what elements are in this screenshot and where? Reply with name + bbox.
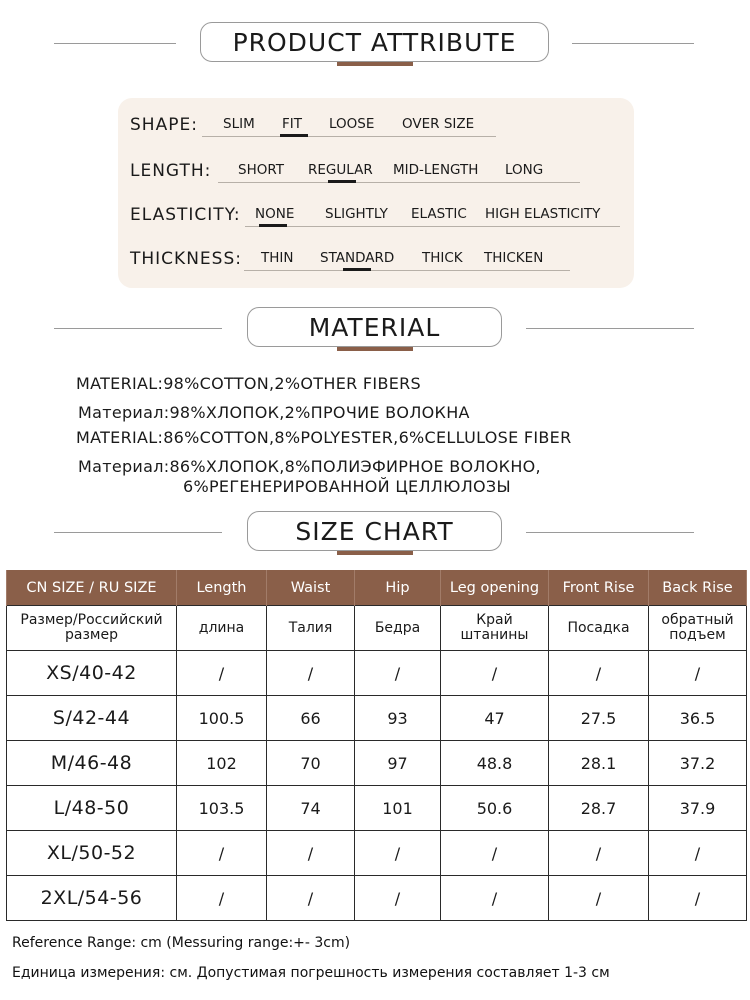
table-row [7, 786, 747, 831]
table-cell: / [549, 876, 649, 921]
attribute-label: ELASTICITY: [130, 205, 241, 225]
attribute-option: THIN [261, 250, 294, 266]
material-value: 98%ХЛОПОК,2%ПРОЧИЕ ВОЛОКНА [169, 403, 470, 422]
attribute-option-selected: NONE [255, 206, 295, 222]
table-cell: / [649, 651, 747, 696]
attribute-option: LOOSE [329, 116, 375, 132]
table-cell: / [355, 831, 441, 876]
column-header: Back Rise [649, 570, 747, 606]
column-header: Waist [267, 570, 355, 606]
attribute-label: SHAPE: [130, 115, 198, 135]
size-cell: XS/40-42 [7, 651, 177, 696]
attribute-panel [118, 98, 634, 288]
table-cell: 27.5 [549, 696, 649, 741]
table-cell: 101 [355, 786, 441, 831]
attribute-option-selected: FIT [282, 116, 302, 132]
column-subheader: Край штанины [441, 606, 549, 651]
material-value: 86%COTTON,8%POLYESTER,6%CELLULOSE FIBER [163, 428, 572, 447]
product-attribute-header [0, 22, 750, 72]
table-cell: / [267, 876, 355, 921]
attribute-option: HIGH ELASTICITY [485, 206, 601, 222]
attribute-option: MID-LENGTH [393, 162, 479, 178]
table-cell: 28.7 [549, 786, 649, 831]
material-value-continued: 6%РЕГЕНЕРИРОВАННОЙ ЦЕЛЛЮЛОЗЫ [183, 477, 511, 496]
table-cell: / [441, 876, 549, 921]
attribute-row-thickness [118, 246, 634, 276]
table-cell: 47 [441, 696, 549, 741]
table-cell: 48.8 [441, 741, 549, 786]
material-value: 86%ХЛОПОК,8%ПОЛИЭФИРНОЕ ВОЛОКНО, [169, 457, 541, 476]
table-cell: / [177, 651, 267, 696]
material-line [76, 374, 421, 393]
column-header: Length [177, 570, 267, 606]
size-chart-header [0, 511, 750, 561]
table-cell: 93 [355, 696, 441, 741]
table-row [7, 696, 747, 741]
attribute-option: THICKEN [484, 250, 544, 266]
table-cell: 70 [267, 741, 355, 786]
table-cell: / [441, 651, 549, 696]
attribute-row-shape [118, 112, 634, 142]
table-cell: 37.9 [649, 786, 747, 831]
column-header: Leg opening [441, 570, 549, 606]
material-label: MATERIAL: [76, 428, 164, 447]
size-chart-title: SIZE CHART [247, 511, 502, 551]
table-row [7, 741, 747, 786]
attribute-option: ELASTIC [411, 206, 467, 222]
size-cell: S/42-44 [7, 696, 177, 741]
column-header: CN SIZE / RU SIZE [7, 570, 177, 606]
attribute-option: SLIM [223, 116, 255, 132]
table-cell: / [177, 876, 267, 921]
table-cell: / [549, 831, 649, 876]
table-cell: / [267, 651, 355, 696]
attribute-row-length [118, 158, 634, 188]
attribute-option: SLIGHTLY [325, 206, 388, 222]
size-cell: M/46-48 [7, 741, 177, 786]
column-subheader: обратный подъем [649, 606, 747, 651]
column-subheader: Талия [267, 606, 355, 651]
table-cell: 36.5 [649, 696, 747, 741]
table-cell: / [355, 876, 441, 921]
table-cell: 102 [177, 741, 267, 786]
material-label: Материал: [78, 403, 170, 422]
column-subheader: Размер/Российский размер [7, 606, 177, 651]
attribute-row-elasticity [118, 202, 634, 232]
measurement-note-russian: Единица измерения: см. Допустимая погрешность измерения составляет 1-3 см [12, 965, 610, 981]
table-row [7, 651, 747, 696]
table-cell: / [267, 831, 355, 876]
table-cell: 28.1 [549, 741, 649, 786]
table-cell: / [441, 831, 549, 876]
column-subheader: Бедра [355, 606, 441, 651]
attribute-option-selected: STANDARD [320, 250, 395, 266]
product-attribute-title: PRODUCT ATTRIBUTE [200, 22, 549, 62]
attribute-label: THICKNESS: [130, 249, 242, 269]
table-cell: 103.5 [177, 786, 267, 831]
table-subheader-row [7, 606, 747, 651]
column-header: Hip [355, 570, 441, 606]
table-cell: 100.5 [177, 696, 267, 741]
reference-range-note: Reference Range: cm (Messuring range:+- 3cm) [12, 935, 351, 951]
material-line [76, 428, 572, 447]
material-header [0, 307, 750, 357]
table-cell: 50.6 [441, 786, 549, 831]
column-header: Front Rise [549, 570, 649, 606]
column-subheader: длина [177, 606, 267, 651]
attribute-option: OVER SIZE [402, 116, 475, 132]
material-label: Материал: [78, 457, 170, 476]
table-cell: / [549, 651, 649, 696]
attribute-option: LONG [505, 162, 544, 178]
size-cell: 2XL/54-56 [7, 876, 177, 921]
table-cell: / [177, 831, 267, 876]
attribute-option-selected: REGULAR [308, 162, 373, 178]
attribute-label: LENGTH: [130, 161, 212, 181]
attribute-option: THICK [422, 250, 463, 266]
table-row [7, 831, 747, 876]
size-cell: XL/50-52 [7, 831, 177, 876]
material-line [78, 403, 470, 422]
table-cell: 37.2 [649, 741, 747, 786]
table-cell: / [355, 651, 441, 696]
material-value: 98%COTTON,2%OTHER FIBERS [163, 374, 422, 393]
size-cell: L/48-50 [7, 786, 177, 831]
material-line [78, 457, 541, 476]
table-row [7, 876, 747, 921]
table-cell: 97 [355, 741, 441, 786]
size-chart-table [6, 570, 747, 921]
table-cell: 74 [267, 786, 355, 831]
attribute-option: SHORT [238, 162, 284, 178]
material-label: MATERIAL: [76, 374, 164, 393]
table-cell: / [649, 831, 747, 876]
table-cell: / [649, 876, 747, 921]
table-header-row [7, 570, 747, 606]
material-title: MATERIAL [247, 307, 502, 347]
table-cell: 66 [267, 696, 355, 741]
column-subheader: Посадка [549, 606, 649, 651]
